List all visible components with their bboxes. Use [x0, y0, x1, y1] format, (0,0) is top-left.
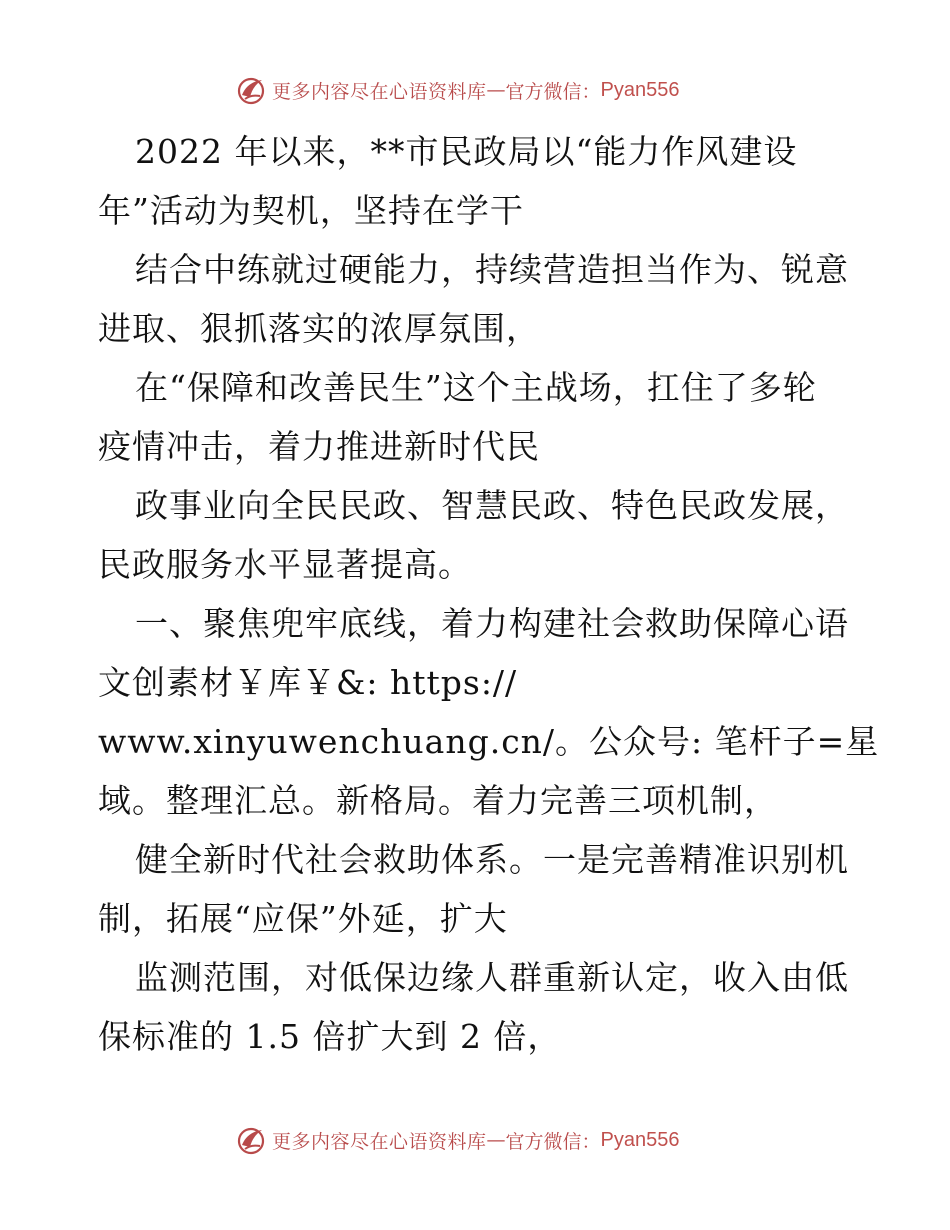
banner-promo-text: 更多内容尽在心语资料库: [272, 80, 487, 103]
body-line: www.xinyuwenchuang.cn/。公众号: 笔杆子=星: [98, 722, 880, 761]
body-line: 制，拓展“应保”外延，扩大: [98, 899, 508, 938]
body-line: 健全新时代社会救助体系。一是完善精准识别机: [135, 840, 849, 879]
brush-swirl-logo-icon: [236, 75, 266, 105]
brush-swirl-logo-icon: [236, 1125, 266, 1155]
banner-contact-label: 官方微信：: [505, 1130, 601, 1153]
body-line: 结合中练就过硬能力，持续营造担当作为、锐意: [135, 250, 849, 289]
body-line: 一、聚焦兜牢底线，着力构建社会救助保障心语: [135, 604, 849, 643]
banner-contact-label: 官方微信：: [505, 80, 601, 103]
body-line: 疫情冲击，着力推进新时代民: [98, 427, 540, 466]
header-banner: [236, 72, 756, 108]
banner-contact-id: Pyan556: [600, 1128, 680, 1151]
body-line: 文创素材￥库￥&: https://: [98, 663, 518, 702]
body-line: 年”活动为契机，坚持在学干: [98, 191, 524, 230]
document-body: [98, 122, 880, 1066]
banner-contact-id: Pyan556: [600, 78, 680, 101]
body-line: 保标准的 1.5 倍扩大到 2 倍，: [98, 1017, 562, 1056]
body-line: 政事业向全民民政、智慧民政、特色民政发展，: [135, 486, 849, 525]
footer-banner: [236, 1122, 756, 1158]
banner-dash: —: [486, 79, 506, 101]
body-line: 2022 年以来，**市民政局以“能力作风建设: [135, 132, 798, 171]
body-line: 民政服务水平显著提高。: [98, 545, 472, 584]
body-line: 监测范围，对低保边缘人群重新认定，收入由低: [135, 958, 849, 997]
body-line: 在“保障和改善民生”这个主战场，扛住了多轮: [135, 368, 817, 407]
banner-dash: —: [486, 1129, 506, 1151]
body-line: 域。整理汇总。新格局。着力完善三项机制，: [98, 781, 778, 820]
body-line: 进取、狠抓落实的浓厚氛围，: [98, 309, 540, 348]
banner-promo-text: 更多内容尽在心语资料库: [272, 1130, 487, 1153]
